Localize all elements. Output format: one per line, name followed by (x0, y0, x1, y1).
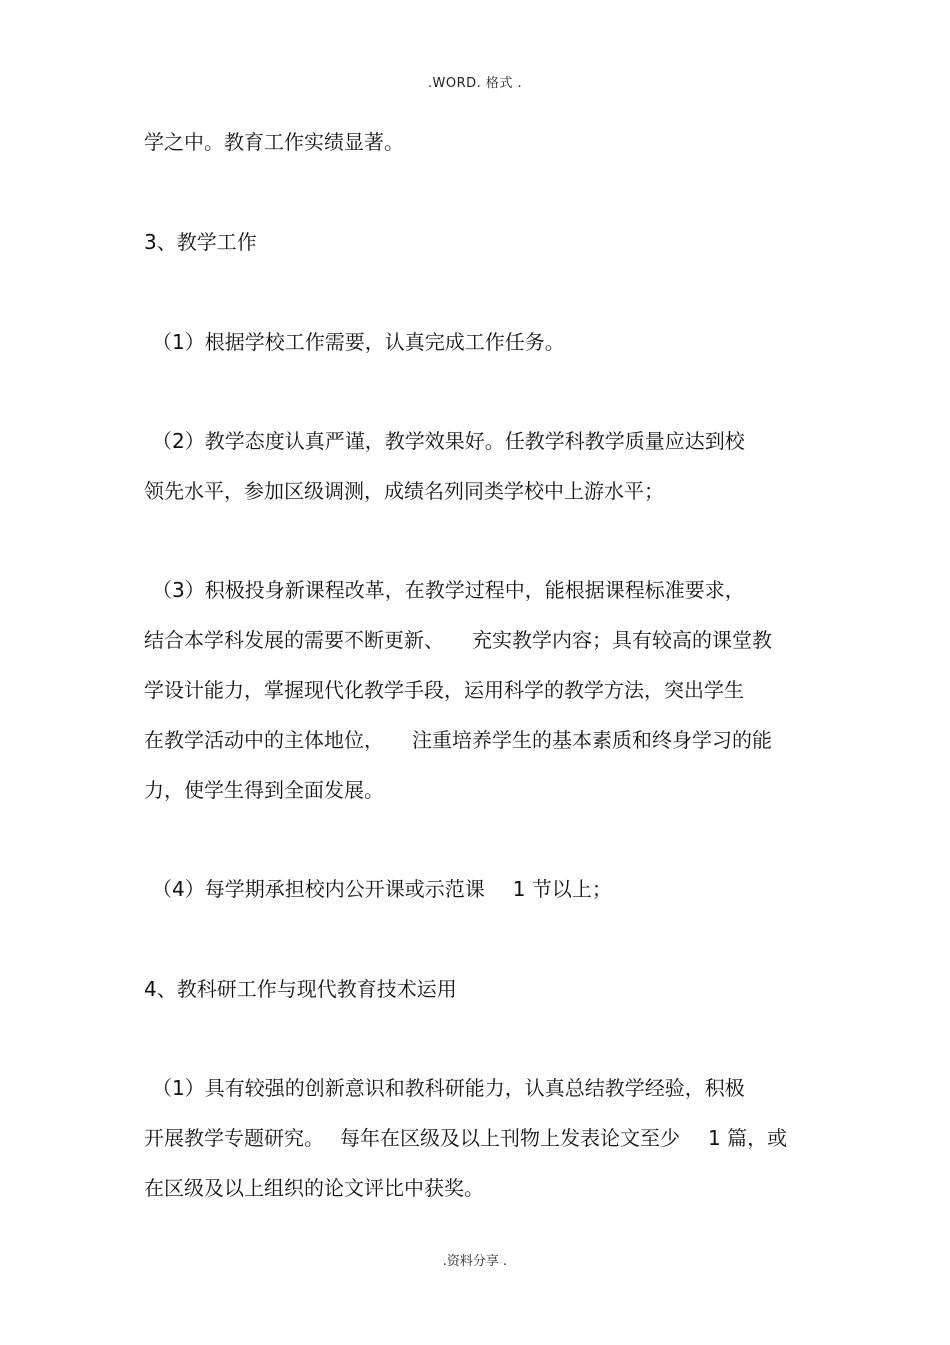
paragraph-3-3-line-4-part-2: 注重培养学生的基本素质和终身学习的能 (412, 728, 772, 752)
paragraph-3-3-line-1: （3）积极投身新课程改革，在教学过程中，能根据课程标准要求， (152, 578, 745, 602)
paragraph-3-4-part-1: （4）每学期承担校内公开课或示范课 (152, 877, 485, 901)
paragraph-3-3-line-5: 力，使学生得到全面发展。 (144, 778, 384, 802)
paragraph-3-2-line-2: 领先水平，参加区级调测，成绩名列同类学校中上游水平； (144, 479, 664, 503)
page-header: .WORD. 格式 . (427, 76, 523, 91)
paragraph-3-2-line-1: （2）教学态度认真严谨，教学效果好。任教学科教学质量应达到校 (152, 429, 745, 453)
paragraph-continuation: 学之中。教育工作实绩显著。 (144, 130, 404, 154)
paragraph-3-4 (144, 875, 612, 903)
paragraph-4-1-line-3: 在区级及以上组织的论文评比中获奖。 (144, 1176, 484, 1200)
paragraph-3-3-line-2 (144, 626, 772, 654)
section-heading-4: 4、教科研工作与现代教育技术运用 (144, 977, 457, 1001)
section-heading-3: 3、教学工作 (144, 230, 257, 254)
paragraph-4-1-line-1: （1）具有较强的创新意识和教科研能力，认真总结教学经验，积极 (152, 1076, 745, 1100)
paragraph-3-3-line-2-part-1: 结合本学科发展的需要不断更新、 (144, 628, 444, 652)
paragraph-3-3-line-4 (144, 726, 772, 754)
paragraph-3-4-part-2: 1 节以上； (512, 877, 612, 901)
paragraph-4-1-line-2-part-1: 开展教学专题研究。 (144, 1126, 324, 1150)
paragraph-3-3-line-2-part-2: 充实教学内容；具有较高的课堂教 (472, 628, 772, 652)
paragraph-3-3-line-4-part-1: 在教学活动中的主体地位， (144, 728, 384, 752)
paragraph-3-1: （1）根据学校工作需要，认真完成工作任务。 (152, 330, 565, 354)
paragraph-4-1-line-2-part-2: 每年在区级及以上刊物上发表论文至少 (340, 1126, 680, 1150)
paragraph-4-1-line-2 (144, 1124, 787, 1152)
page-footer: .资料分享 . (442, 1254, 508, 1269)
paragraph-4-1-line-2-part-3: 1 篇，或 (708, 1126, 788, 1150)
paragraph-3-3-line-3: 学设计能力，掌握现代化教学手段，运用科学的教学方法，突出学生 (144, 678, 744, 702)
